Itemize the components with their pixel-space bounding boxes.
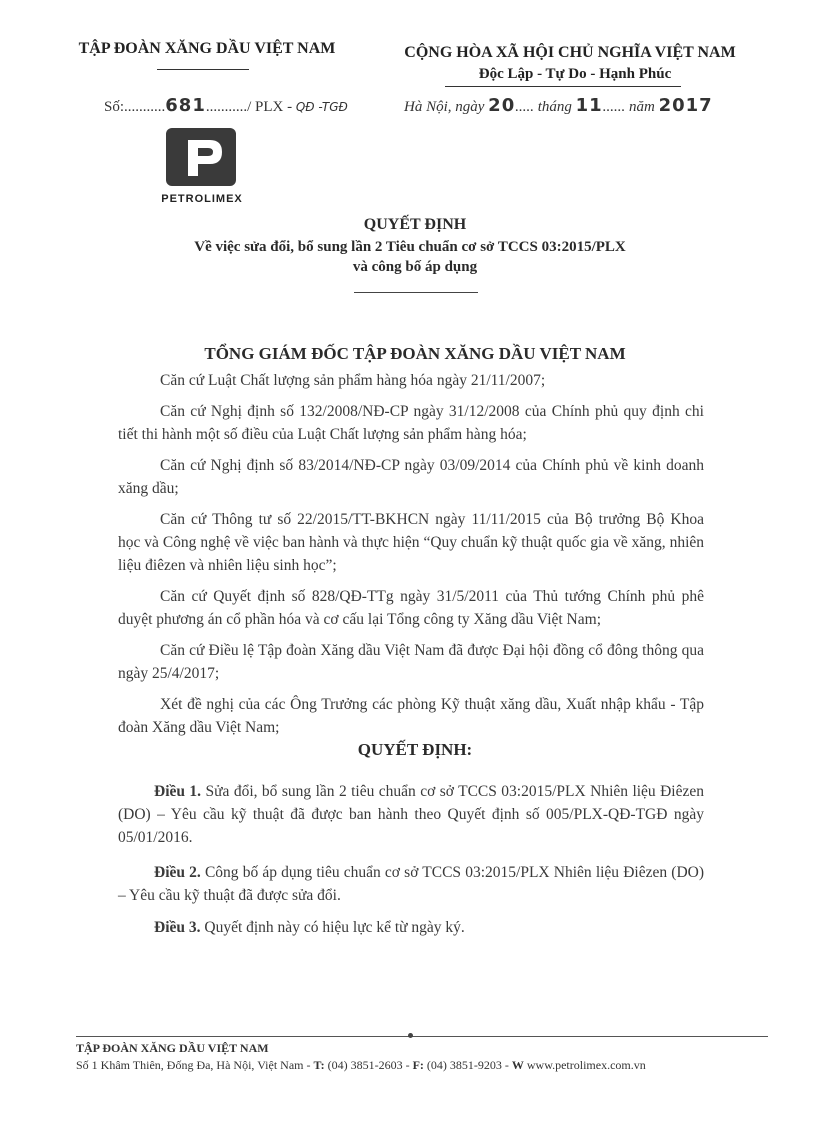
decision-heading: QUYẾT ĐỊNH:: [357, 740, 473, 759]
date-dots: ..... tháng: [515, 99, 576, 115]
footer-fax: (04) 3851-9203 -: [423, 1058, 512, 1072]
web-label: W: [511, 1058, 524, 1072]
handwritten-month: 11: [575, 95, 603, 116]
number-prefix: Số:: [104, 99, 125, 115]
handwritten-year: 2017: [658, 95, 713, 116]
preamble-item: Xét đề nghị của các Ông Trưởng các phòng Kỹ thuật xăng dầu, Xuất nhập khẩu - Tập đoàn Xăng dầu Việt Nam;: [118, 696, 704, 736]
article-3: [118, 916, 704, 939]
footer-address: Số 1 Khâm Thiên, Đống Đa, Hà Nội, Việt Nam -: [76, 1058, 314, 1072]
footer-tel: (04) 3851-2603 -: [324, 1058, 413, 1072]
date-place: Hà Nội, ngày: [404, 99, 489, 115]
preamble: [118, 369, 704, 739]
preamble-item: Căn cứ Nghị định số 83/2014/NĐ-CP ngày 03/09/2014 của Chính phủ về kinh doanh xăng dầu;: [118, 457, 704, 497]
number-dots: .........../ PLX -: [205, 99, 296, 115]
article-text: Công bố áp dụng tiêu chuẩn cơ sở TCCS 03:2015/PLX Nhiên liệu Điêzen (DO) – Yêu cầu kỹ thuật đã được sửa đổi.: [118, 864, 704, 904]
document-number: [104, 95, 348, 116]
document-subject-cont: và công bố áp dụng: [352, 259, 478, 275]
handwritten-number-suffix: QĐ -TGĐ: [295, 100, 348, 114]
divider: [445, 86, 681, 87]
preamble-item: Căn cứ Điều lệ Tập đoàn Xăng dầu Việt Nam đã được Đại hội đồng cổ đông thông qua ngày 25/4/2017;: [118, 642, 704, 682]
divider: [354, 292, 478, 293]
document-title: QUYẾT ĐỊNH: [363, 216, 467, 233]
article-text: Quyết định này có hiệu lực kể từ ngày ký.: [200, 919, 465, 936]
article-2: [118, 861, 704, 907]
preamble-item: Căn cứ Quyết định số 828/QĐ-TTg ngày 31/5/2011 của Thủ tướng Chính phủ phê duyệt phương án cổ phần hóa và cơ cấu lại Tổng công ty Xăng dầu Việt Nam;: [118, 588, 704, 628]
preamble-item: Căn cứ Thông tư số 22/2015/TT-BKHCN ngày 11/11/2015 của Bộ trưởng Bộ Khoa học và Công nghệ về việc ban hành và thực hiện “Quy chuẩn kỹ thuật quốc gia về xăng, nhiên liệu điêzen và nhiên liệu sinh học”;: [118, 511, 704, 574]
article-label: Điều 3.: [154, 919, 201, 936]
article-label: Điều 1.: [154, 783, 202, 800]
handwritten-number: 681: [165, 95, 206, 116]
footer-divider: [76, 1036, 768, 1037]
article-label: Điều 2.: [154, 864, 201, 881]
preamble-item: Căn cứ Luật Chất lượng sản phẩm hàng hóa ngày 21/11/2007;: [160, 372, 546, 389]
article-1: [118, 780, 704, 849]
tel-label: T:: [313, 1058, 325, 1072]
issuer-org-name: TẬP ĐOÀN XĂNG DẦU VIỆT NAM: [78, 40, 336, 57]
handwritten-day: 20: [488, 95, 516, 116]
divider-dot: [408, 1033, 413, 1038]
footer-contact: [76, 1058, 646, 1073]
document-subject: Về việc sửa đổi, bổ sung lần 2 Tiêu chuẩn cơ sở TCCS 03:2015/PLX: [194, 239, 626, 255]
fax-label: F:: [412, 1058, 424, 1072]
footer-org-name: TẬP ĐOÀN XĂNG DẦU VIỆT NAM: [76, 1041, 269, 1055]
article-text: Sửa đổi, bổ sung lần 2 tiêu chuẩn cơ sở TCCS 03:2015/PLX Nhiên liệu Điêzen (DO) – Yêu cầu kỹ thuật đã được ban hành theo Quyết định số 005/PLX-QĐ-TGĐ ngày 05/01/2016.: [118, 783, 705, 846]
petrolimex-logo-icon: [166, 128, 236, 186]
country-name: CỘNG HÒA XÃ HỘI CHỦ NGHĨA VIỆT NAM: [404, 44, 736, 61]
footer-website: www.petrolimex.com.vn: [523, 1058, 646, 1072]
issuing-authority: TỔNG GIÁM ĐỐC TẬP ĐOÀN XĂNG DẦU VIỆT NAM: [204, 344, 626, 363]
logo-wordmark: PETROLIMEX: [161, 193, 243, 205]
national-motto: Độc Lập - Tự Do - Hạnh Phúc: [478, 66, 672, 82]
divider: [157, 69, 249, 70]
issue-date: [404, 95, 713, 116]
preamble-item: Căn cứ Nghị định số 132/2008/NĐ-CP ngày 31/12/2008 của Chính phủ quy định chi tiết thi hành một số điều của Luật Chất lượng sản phẩm hàng hóa;: [118, 403, 704, 443]
date-dots: ...... năm: [602, 99, 659, 115]
number-dots: ...........: [124, 99, 166, 115]
